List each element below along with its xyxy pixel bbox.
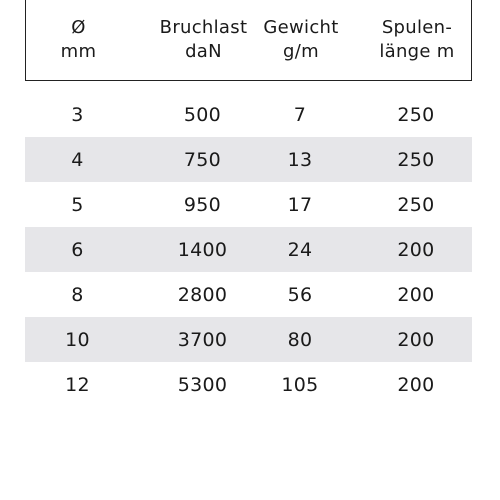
cell-spool-length: 250 [397,194,435,216]
cell-weight: 17 [287,194,313,216]
cell-spool-length: 250 [397,104,435,126]
cell-spool-length: 250 [397,149,435,171]
spec-table [25,0,472,396]
table-row [25,227,472,272]
header-diameter-unit: mm [60,41,97,62]
header-diameter-symbol: Ø [71,17,86,38]
cell-weight: 24 [287,239,313,261]
header-diameter [26,16,131,64]
header-breaking-load [131,16,276,64]
cell-weight: 80 [287,329,313,351]
cell-diameter: 12 [65,374,90,396]
cell-spool-length: 200 [397,329,435,351]
cell-diameter: 4 [71,149,84,171]
header-spool-length [361,16,473,64]
cell-weight: 13 [287,149,313,171]
cell-breaking-load: 950 [183,194,222,216]
cell-breaking-load: 500 [183,104,222,126]
table-row [25,362,472,407]
cell-breaking-load: 2800 [177,284,228,306]
cell-diameter: 10 [65,329,90,351]
cell-diameter: 3 [71,104,84,126]
header-spool-length-label: Spulen- [381,17,453,38]
cell-spool-length: 200 [397,374,435,396]
cell-weight: 56 [287,284,313,306]
cell-spool-length: 200 [397,284,435,306]
cell-breaking-load: 750 [183,149,222,171]
header-weight [261,16,341,64]
table-header [25,0,472,81]
header-breaking-load-unit: daN [185,41,222,62]
cell-diameter: 5 [71,194,84,216]
cell-spool-length: 200 [397,239,435,261]
cell-diameter: 6 [71,239,84,261]
table-row [25,92,472,137]
cell-breaking-load: 5300 [177,374,228,396]
table-row [25,182,472,227]
header-weight-unit: g/m [283,41,319,62]
cell-breaking-load: 1400 [177,239,228,261]
table-body [25,92,472,407]
cell-weight: 105 [281,374,319,396]
cell-breaking-load: 3700 [177,329,228,351]
header-spool-length-unit: länge m [379,41,455,62]
table-row [25,137,472,182]
header-weight-label: Gewicht [263,17,339,38]
table-row [25,317,472,362]
cell-weight: 7 [293,104,307,126]
cell-diameter: 8 [71,284,84,306]
header-breaking-load-label: Bruchlast [159,17,248,38]
table-row [25,272,472,317]
